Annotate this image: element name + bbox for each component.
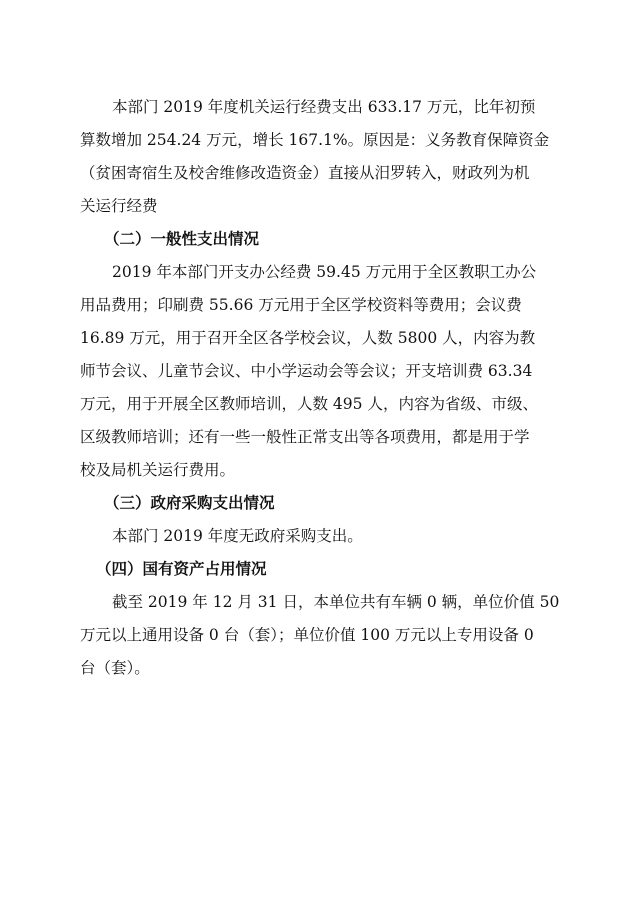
paragraph-line: 校及局机关运行费用。: [80, 461, 236, 479]
paragraph-line: 万元，用于开展全区教师培训，人数 495 人，内容为省级、市级、: [80, 395, 538, 413]
paragraph-line: 算数增加 254.24 万元，增长 167.1%。原因是：义务教育保障资金: [80, 131, 550, 149]
paragraph-line: 本部门 2019 年度机关运行经费支出 633.17 万元，比年初预: [112, 98, 536, 116]
paragraph-line: 万元以上通用设备 0 台（套）；单位价值 100 万元以上专用设备 0: [80, 626, 534, 644]
paragraph-line: 截至 2019 年 12 月 31 日，本单位共有车辆 0 辆，单位价值 50: [112, 593, 560, 611]
paragraph-line: 台（套）。: [80, 659, 150, 677]
paragraph-line: 关运行经费: [80, 197, 158, 215]
paragraph-line: 2019 年本部门开支办公经费 59.45 万元用于全区教职工办公: [112, 263, 537, 281]
paragraph-line: 区级教师培训；还有一些一般性正常支出等各项费用，都是用于学: [80, 428, 530, 446]
section-heading: （四）国有资产占用情况: [96, 560, 267, 578]
paragraph-line: 用品费用；印刷费 55.66 万元用于全区学校资料等费用；会议费: [80, 296, 522, 314]
section-heading: （二）一般性支出情况: [104, 230, 260, 248]
paragraph-line: 16.89 万元，用于召开全区各学校会议，人数 5800 人，内容为教: [80, 329, 536, 347]
section-heading: （三）政府采购支出情况: [104, 494, 275, 512]
paragraph-line: （贫困寄宿生及校舍维修改造资金）直接从汨罗转入，财政列为机: [80, 164, 530, 182]
paragraph-line: 本部门 2019 年度无政府采购支出。: [112, 527, 363, 545]
paragraph-line: 师节会议、儿童节会议、中小学运动会等会议；开支培训费 63.34: [80, 362, 533, 380]
